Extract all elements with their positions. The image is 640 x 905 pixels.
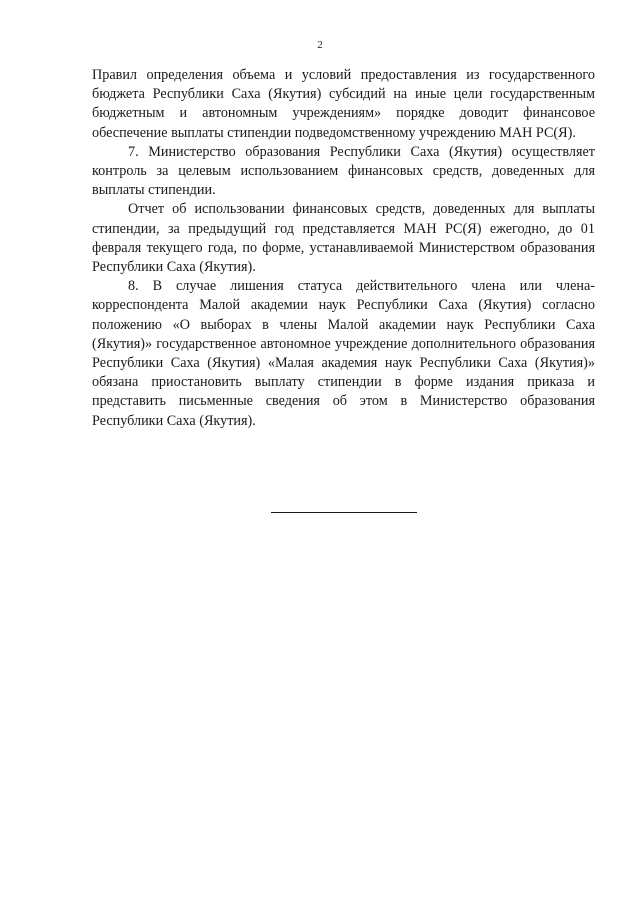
paragraph-item-8: 8. В случае лишения статуса действительного члена или члена-корреспондента Малой академии наук Республики Саха (Якутия) согласно положению «О выборах в члены Малой академии наук Республики Саха (Якутия)» государственное автономное учреждение дополнительного образования Республики Саха (Якутия) «Малая академия наук Республики Саха (Якутия)» обязана приостановить выплату стипендии в форме издания приказа и представить письменные сведения об этом в Министерство образования Республики Саха (Якутия). (92, 278, 595, 429)
document-body (92, 66, 595, 431)
paragraph-item-7: 7. Министерство образования Республики Саха (Якутия) осуществляет контроль за целевым использованием финансовых средств, доведенных для выплаты стипендии. (92, 143, 595, 199)
page-number: 2 (317, 39, 323, 51)
end-divider-line (271, 512, 417, 513)
paragraph-report: Отчет об использовании финансовых средств, доведенных для выплаты стипендии, за предыдущий год представляется МАН РС(Я) ежегодно, до 01 февраля текущего года, по форме, устанавливаемой Министерством образования Республики Саха (Якутия). (92, 201, 595, 276)
paragraph-continuation: Правил определения объема и условий предоставления из государственного бюджета Республики Саха (Якутия) субсидий на иные цели государственным бюджетным и автономным учреждениям» порядке доводит финансовое обеспечение выплаты стипендии подведомственному учреждению МАН РС(Я). (92, 67, 595, 141)
